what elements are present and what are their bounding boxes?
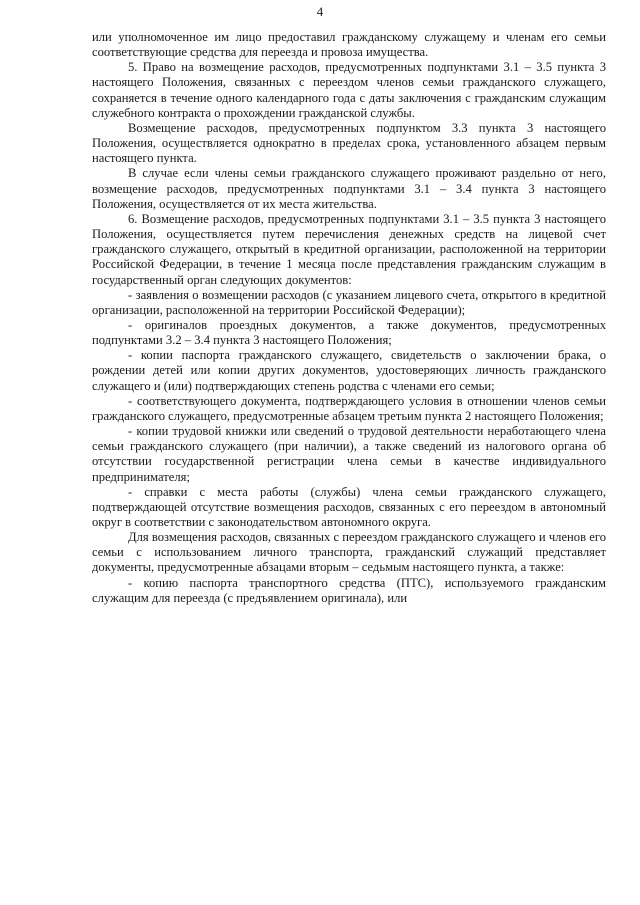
list-item-application: - заявления о возмещении расходов (с указанием лицевого счета, открытого в кредитной организации, расположенной на территории Российской Федерации);: [92, 287, 606, 317]
list-item-vehicle-passport: - копию паспорта транспортного средства (ПТС), используемого гражданским служащим для переезда (с предъявлением оригинала), или: [92, 575, 606, 605]
paragraph-reimbursement-3-3: Возмещение расходов, предусмотренных подпунктом 3.3 пункта 3 настоящего Положения, осуществляется однократно в пределах срока, установленного абзацем первым настоящего пункта.: [92, 120, 606, 166]
list-item-passport-copies: - копии паспорта гражданского служащего, свидетельств о заключении брака, о рождении детей или копии других документов, удостоверяющих личность гражданского служащего и (или) подтверждающих степень родства с членами его семьи;: [92, 348, 606, 393]
list-item-conditions-document: - соответствующего документа, подтверждающего условия в отношении членов семьи гражданского служащего, предусмотренные абзацем третьим пункта 2 настоящего Положения;: [92, 393, 606, 423]
list-item-workplace-certificate: - справки с места работы (службы) члена семьи гражданского служащего, подтверждающей отсутствие возмещения расходов, связанных с его переездом в автономный округ в соответствии с законодательством автономного округа.: [92, 484, 606, 529]
document-body: [92, 30, 606, 606]
paragraph-separate-residence: В случае если члены семьи гражданского служащего проживают раздельно от него, возмещение расходов, предусмотренных подпунктами 3.1 – 3.4 пункта 3 настоящего Положения, осуществляется от их места жительства.: [92, 166, 606, 211]
page-number: 4: [316, 4, 324, 19]
list-item-travel-documents: - оригиналов проездных документов, а также документов, предусмотренных подпунктами 3.2 – 3.4 пункта 3 настоящего Положения;: [92, 317, 606, 348]
paragraph-item-6: 6. Возмещение расходов, предусмотренных подпунктами 3.1 – 3.5 пункта 3 настоящего Положения, осуществляется путем перечисления денежных средств на лицевой счет гражданского служащего, открытый в кредитной организации, расположенной на территории Российской Федерации, в течение 1 месяца после представления гражданским служащим в государственный орган следующих документов:: [92, 211, 606, 287]
paragraph-continuation: или уполномоченное им лицо предоставил гражданскому служащему и членам его семьи соответствующие средства для переезда и провоза имущества.: [92, 30, 606, 60]
paragraph-item-5: 5. Право на возмещение расходов, предусмотренных подпунктами 3.1 – 3.5 пункта 3 настоящего Положения, связанных с переездом членов семьи гражданского служащего, сохраняется в течение одного календарного года с даты заключения с гражданским служащим служебного контракта о прохождении гражданской службы.: [92, 60, 606, 120]
paragraph-personal-transport: Для возмещения расходов, связанных с переездом гражданского служащего и членов его семьи с использованием личного транспорта, гражданский служащий представляет документы, предусмотренные абзацами вторым – седьмым настоящего пункта, а также:: [92, 530, 606, 575]
list-item-employment-record: - копии трудовой книжки или сведений о трудовой деятельности неработающего члена семьи гражданского служащего (при наличии), а также сведений из налогового органа об отсутствии государственной регистрации члена семьи в качестве индивидуального предпринимателя;: [92, 424, 606, 484]
